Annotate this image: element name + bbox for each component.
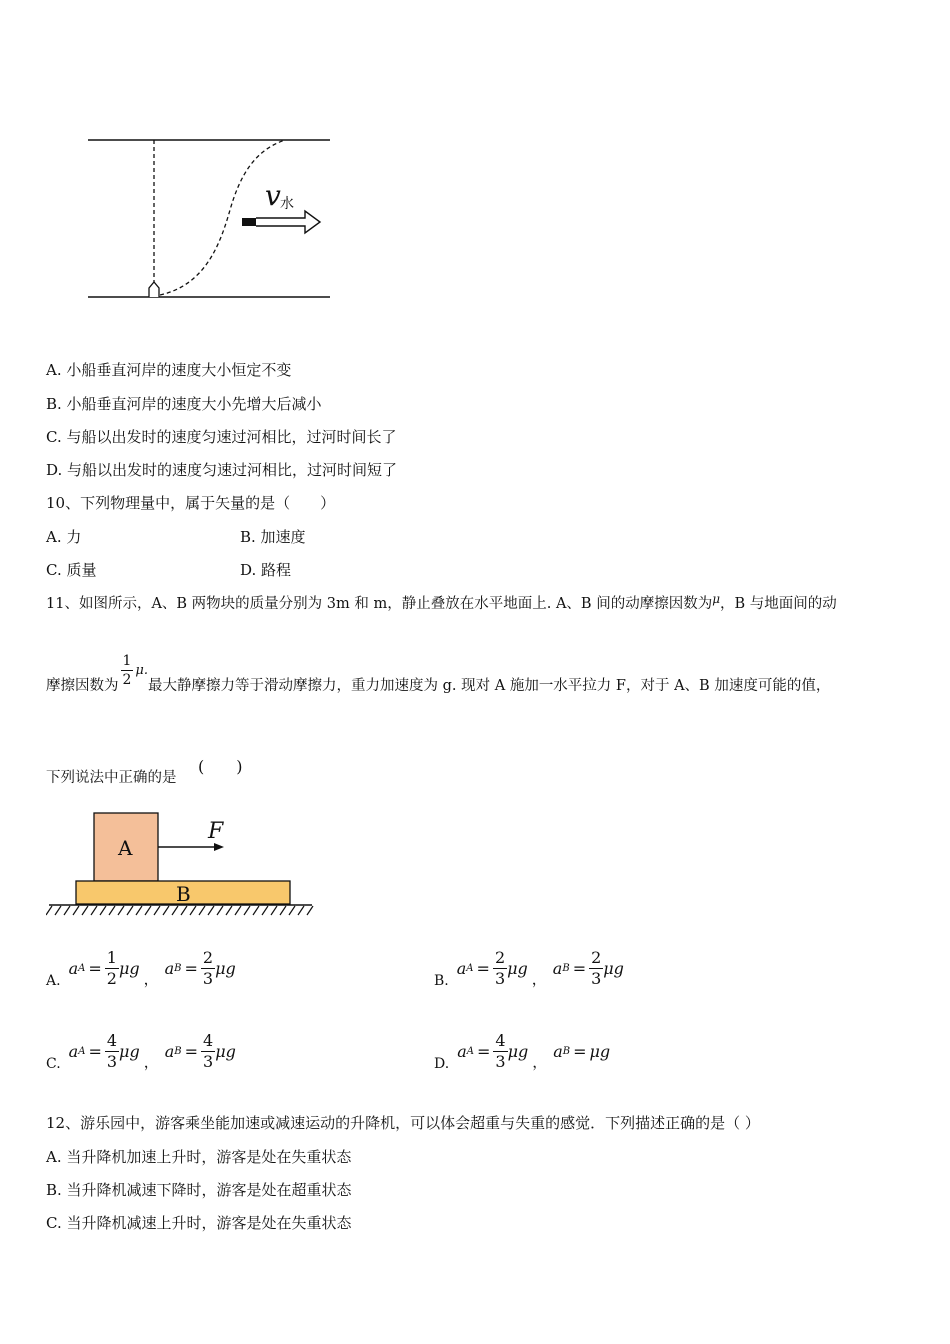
q11-option-a: A. a A = $\frac{1}{2}$ μg ， a B = $\frac{2}{3}$ μg: [46, 947, 236, 989]
arrow-tail: [242, 218, 256, 226]
option-b-letter: B.: [434, 973, 449, 989]
q10-option-d: D. 路程: [240, 561, 292, 579]
option-c-aA-fraction: $\frac{4}{3}$: [106, 1030, 118, 1071]
q11-option-c: C. a A = $\frac{4}{3}$ μg ， a B = $\frac{4}{3}$ μg: [46, 1030, 236, 1072]
q12-option-b: B. 当升降机减速下降时，游客是处在超重状态: [46, 1181, 352, 1199]
q11-line1-post: ，B 与地面间的动: [720, 596, 837, 612]
q9-option-b: B. 小船垂直河岸的速度大小先增大后减小: [46, 395, 322, 413]
q12-option-a: A. 当升降机加速上升时，游客是处在失重状态: [46, 1148, 352, 1166]
q9-option-a: A. 小船垂直河岸的速度大小恒定不变: [46, 361, 292, 379]
q11-stem-line1: [46, 592, 837, 613]
mu-symbol: μ: [712, 592, 721, 606]
option-b-aA-fraction: $\frac{2}{3}$: [494, 947, 506, 988]
q10-option-b: B. 加速度: [240, 528, 306, 546]
q11-line2-pre: 摩擦因数为: [46, 678, 119, 694]
option-b-aB-fraction: $\frac{2}{3}$: [591, 947, 602, 988]
option-c-aB-fraction: $\frac{4}{3}$: [203, 1030, 214, 1071]
q10-stem: 10、下列物理量中，属于矢量的是（ ）: [46, 494, 336, 512]
q9-option-d: D. 与船以出发时的速度匀速过河相比，过河时间短了: [46, 461, 398, 479]
q9-option-c: C. 与船以出发时的速度匀速过河相比，过河时间长了: [46, 428, 397, 446]
velocity-label: v: [265, 179, 281, 212]
river-figure: [80, 125, 340, 310]
q11-line2-post: 最大静摩擦力等于滑动摩擦力，重力加速度为 g. 现对 A 施加一水平拉力 F，对于 A、B 加速度可能的值，: [148, 678, 831, 694]
q11-line2-mu: μ.: [135, 663, 149, 678]
q11-stem-line3: [46, 766, 177, 787]
water-velocity-arrow-icon: [256, 211, 320, 233]
ground-hatching: [46, 906, 313, 915]
q11-option-d: D. a A = $\frac{4}{3}$ μg ， a B = μg: [434, 1030, 611, 1072]
option-a-letter: A.: [46, 973, 61, 989]
option-d-letter: D.: [434, 1056, 450, 1072]
option-a-aA-fraction: $\frac{1}{2}$: [106, 947, 117, 988]
blocks-figure: [46, 810, 316, 920]
q11-option-b: B. a A = $\frac{2}{3}$ μg ， a B = $\frac{2}{3}$ μg: [434, 947, 624, 989]
q10-option-c: C. 质量: [46, 561, 97, 579]
option-a-aB-fraction: $\frac{2}{3}$: [202, 947, 214, 988]
velocity-subscript: 水: [280, 196, 294, 212]
boat-icon: [149, 282, 159, 297]
force-label: F: [208, 819, 224, 844]
q10-option-a: A. 力: [46, 528, 82, 546]
q12-stem: 12、游乐园中，游客乘坐能加速或减速运动的升降机，可以体会超重与失重的感觉．下列描述正确的是（ ）: [46, 1114, 760, 1132]
half-fraction: $\frac{1}{2}$: [122, 653, 132, 688]
option-d-aA-fraction: $\frac{4}{3}$: [495, 1030, 506, 1071]
q11-stem-line2: [46, 653, 831, 694]
q11-answer-paren: ( ): [198, 757, 243, 776]
q11-line3: 下列说法中正确的是: [46, 770, 177, 786]
option-c-letter: C.: [46, 1056, 61, 1072]
block-a-label: A: [118, 836, 133, 860]
force-arrowhead-icon: [214, 843, 224, 851]
block-b-label: B: [176, 882, 191, 906]
q11-line1-pre: 11、如图所示，A、B 两物块的质量分别为 3m 和 m，静止叠放在水平地面上. A、B 间的动摩擦因数为: [46, 596, 713, 612]
q12-option-c: C. 当升降机减速上升时，游客是处在失重状态: [46, 1214, 352, 1232]
